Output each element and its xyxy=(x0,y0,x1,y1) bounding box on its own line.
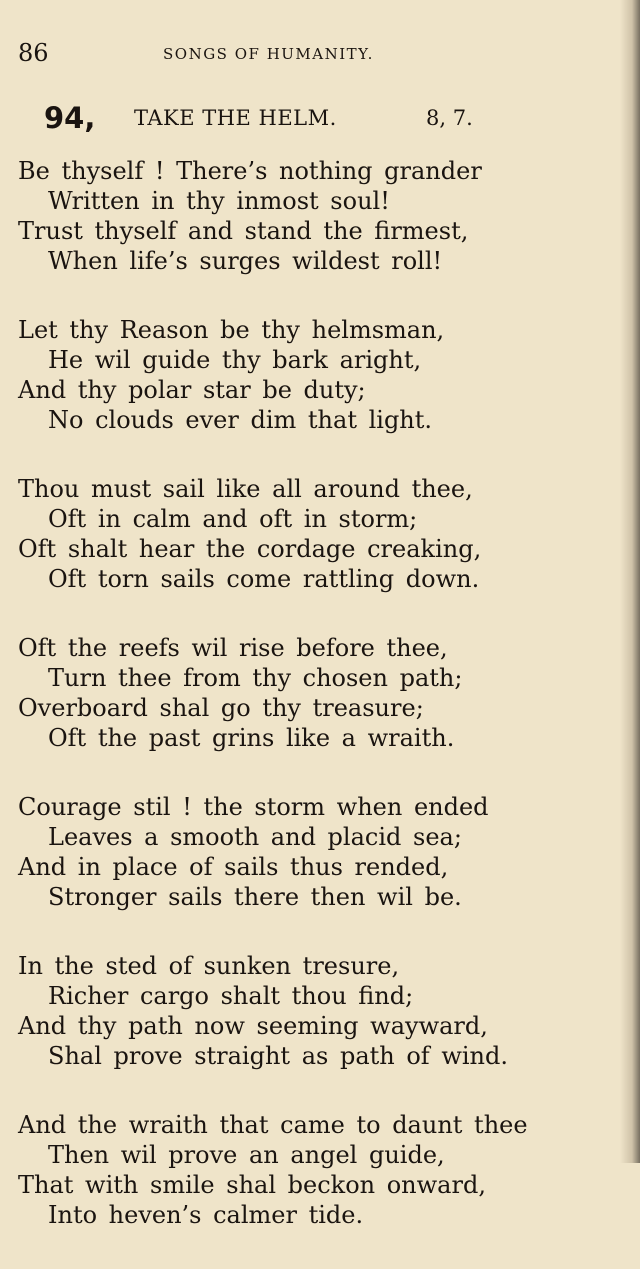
stanza-2 xyxy=(18,315,618,465)
stanza-line: Then wil prove an angel guide, xyxy=(48,1141,445,1169)
stanza-line: And the wraith that came to daunt thee xyxy=(18,1111,528,1139)
stanza-1 xyxy=(18,156,618,306)
stanza-line: He wil guide thy bark aright, xyxy=(48,346,422,374)
stanza-line: Richer cargo shalt thou find; xyxy=(48,982,414,1010)
stanza-5 xyxy=(18,792,618,942)
stanza-7 xyxy=(18,1110,618,1260)
stanza-line: When life’s surges wildest roll! xyxy=(48,247,443,275)
stanza-line: Courage stil ! the storm when ended xyxy=(18,793,489,821)
stanza-line: Oft in calm and oft in storm; xyxy=(48,505,418,533)
stanza-line: Let thy Reason be thy helmsman, xyxy=(18,316,445,344)
running-title: SONGS OF HUMANITY. xyxy=(163,45,374,63)
hymn-heading xyxy=(44,100,604,136)
stanza-line: Oft the reefs wil rise before thee, xyxy=(18,634,448,662)
stanza-line: Written in thy inmost soul! xyxy=(48,187,390,215)
page-number: 86 xyxy=(18,39,49,67)
stanza-3 xyxy=(18,474,618,624)
stanza-line: Thou must sail like all around thee, xyxy=(18,475,473,503)
stanza-line: In the sted of sunken tresure, xyxy=(18,952,400,980)
stanza-line: And thy polar star be duty; xyxy=(18,376,366,404)
stanza-line: Into heven’s calmer tide. xyxy=(48,1201,364,1229)
stanza-line: And in place of sails thus rended, xyxy=(18,853,449,881)
stanza-line: Turn thee from thy chosen path; xyxy=(48,664,463,692)
stanza-line: Be thyself ! There’s nothing grander xyxy=(18,157,482,185)
hymn-title: TAKE THE HELM. xyxy=(134,106,337,130)
stanza-4 xyxy=(18,633,618,783)
stanza-line: Leaves a smooth and placid sea; xyxy=(48,823,462,851)
stanza-line: Stronger sails there then wil be. xyxy=(48,883,462,911)
stanza-line: Trust thyself and stand the firmest, xyxy=(18,217,469,245)
stanza-line: Overboard shal go thy treasure; xyxy=(18,694,424,722)
stanza-line: Shal prove straight as path of wind. xyxy=(48,1042,508,1070)
stanza-line: No clouds ever dim that light. xyxy=(48,406,433,434)
stanza-line: Oft the past grins like a wraith. xyxy=(48,724,455,752)
stanza-6 xyxy=(18,951,618,1101)
stanza-line: And thy path now seeming wayward, xyxy=(18,1012,488,1040)
stanza-line: Oft torn sails come rattling down. xyxy=(48,565,480,593)
stanza-line: Oft shalt hear the cordage creaking, xyxy=(18,535,482,563)
stanza-line: That with smile shal beckon onward, xyxy=(18,1171,486,1199)
running-head xyxy=(18,38,618,68)
hymn-number: 94, xyxy=(44,101,96,135)
hymn-stanzas xyxy=(18,156,618,1269)
hymn-meter: 8, 7. xyxy=(426,106,473,130)
